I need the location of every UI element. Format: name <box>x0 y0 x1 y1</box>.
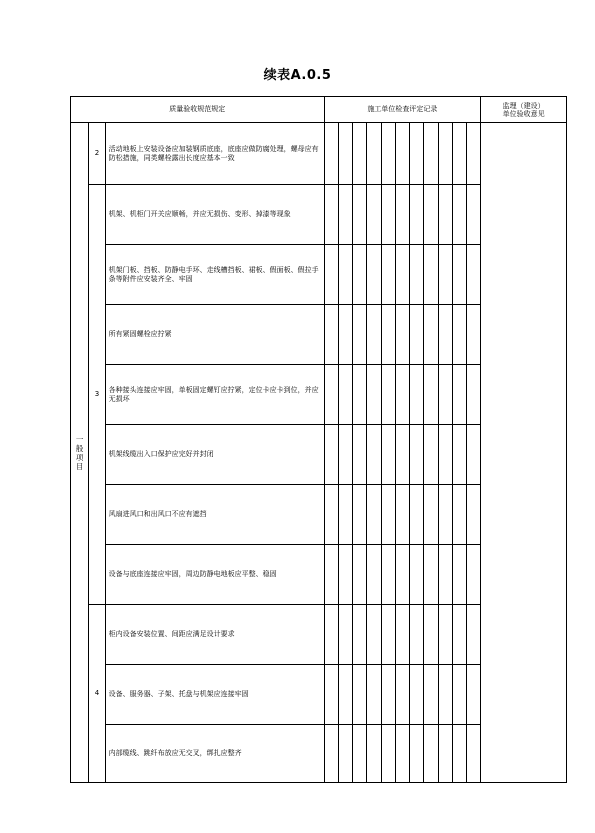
record-cell[interactable] <box>467 605 481 665</box>
record-cell[interactable] <box>438 185 452 245</box>
record-cell[interactable] <box>410 245 424 305</box>
item-number: 3 <box>89 185 105 605</box>
record-cell[interactable] <box>438 245 452 305</box>
record-cell[interactable] <box>324 665 338 725</box>
record-cell[interactable] <box>424 665 438 725</box>
record-cell[interactable] <box>338 545 352 605</box>
record-cell[interactable] <box>381 425 395 485</box>
record-cell[interactable] <box>410 545 424 605</box>
record-cell[interactable] <box>353 305 367 365</box>
record-cell[interactable] <box>452 365 466 425</box>
item-description: 风扇进风口和出风口不应有遮挡 <box>105 485 324 545</box>
record-cell[interactable] <box>438 665 452 725</box>
item-description: 所有紧固螺栓应拧紧 <box>105 305 324 365</box>
table-header-row <box>71 97 567 123</box>
record-cell[interactable] <box>467 665 481 725</box>
record-cell[interactable] <box>452 123 466 185</box>
record-cell[interactable] <box>452 725 466 783</box>
header-spec: 质量验收规范规定 <box>71 97 325 123</box>
record-cell[interactable] <box>367 365 381 425</box>
record-cell[interactable] <box>367 245 381 305</box>
record-cell[interactable] <box>353 545 367 605</box>
record-cell[interactable] <box>353 365 367 425</box>
record-cell[interactable] <box>367 665 381 725</box>
record-cell[interactable] <box>338 305 352 365</box>
record-cell[interactable] <box>324 605 338 665</box>
record-cell[interactable] <box>467 185 481 245</box>
record-cell[interactable] <box>353 605 367 665</box>
record-cell[interactable] <box>467 545 481 605</box>
item-number: 4 <box>89 605 105 783</box>
record-cell[interactable] <box>467 425 481 485</box>
record-cell[interactable] <box>410 665 424 725</box>
item-description: 各种接头连接应牢固，单板固定螺钉应拧紧，定位卡应卡到位，并应无损坏 <box>105 365 324 425</box>
record-cell[interactable] <box>338 365 352 425</box>
record-cell[interactable] <box>338 245 352 305</box>
record-cell[interactable] <box>395 425 409 485</box>
header-construction: 施工单位检查评定记录 <box>324 97 481 123</box>
record-cell[interactable] <box>395 305 409 365</box>
record-cell[interactable] <box>452 185 466 245</box>
record-cell[interactable] <box>424 305 438 365</box>
table-row <box>71 123 567 185</box>
record-cell[interactable] <box>338 123 352 185</box>
item-description: 内部缆线、跳纤布放应无交叉，绑扎应整齐 <box>105 725 324 783</box>
record-cell[interactable] <box>353 123 367 185</box>
record-cell[interactable] <box>395 245 409 305</box>
record-cell[interactable] <box>353 665 367 725</box>
record-cell[interactable] <box>395 365 409 425</box>
record-cell[interactable] <box>324 365 338 425</box>
record-cell[interactable] <box>367 725 381 783</box>
record-cell[interactable] <box>395 123 409 185</box>
page-title: 续表A.0.5 <box>263 68 332 83</box>
record-cell[interactable] <box>381 665 395 725</box>
record-cell[interactable] <box>353 245 367 305</box>
item-description: 活动地板上安装设备应加装钢质底座，底座应做防腐处理，螺母应有防松措施，同类螺栓露出长度应基本一致 <box>105 123 324 185</box>
record-cell[interactable] <box>367 305 381 365</box>
header-supervision-line2: 单位验收意见 <box>502 109 545 118</box>
record-cell[interactable] <box>395 545 409 605</box>
record-cell[interactable] <box>410 365 424 425</box>
record-cell[interactable] <box>452 485 466 545</box>
item-description: 设备与底座连接应牢固，周边防静电地板应平整、稳固 <box>105 545 324 605</box>
record-cell[interactable] <box>467 245 481 305</box>
record-cell[interactable] <box>395 485 409 545</box>
record-cell[interactable] <box>410 725 424 783</box>
record-cell[interactable] <box>452 545 466 605</box>
record-cell[interactable] <box>367 185 381 245</box>
record-cell[interactable] <box>424 185 438 245</box>
record-cell[interactable] <box>452 245 466 305</box>
record-cell[interactable] <box>338 605 352 665</box>
supervision-opinion-cell[interactable] <box>481 123 567 783</box>
item-description: 机架、机柜门开关应顺畅，并应无损伤、变形、掉漆等现象 <box>105 185 324 245</box>
record-cell[interactable] <box>424 365 438 425</box>
record-cell[interactable] <box>467 305 481 365</box>
record-cell[interactable] <box>438 545 452 605</box>
record-cell[interactable] <box>438 485 452 545</box>
record-cell[interactable] <box>381 305 395 365</box>
record-cell[interactable] <box>381 545 395 605</box>
record-cell[interactable] <box>467 123 481 185</box>
item-description: 柜内设备安装位置、间距应满足设计要求 <box>105 605 324 665</box>
record-cell[interactable] <box>410 605 424 665</box>
inspection-table <box>70 96 567 783</box>
record-cell[interactable] <box>353 425 367 485</box>
record-cell[interactable] <box>338 725 352 783</box>
record-cell[interactable] <box>367 485 381 545</box>
record-cell[interactable] <box>324 123 338 185</box>
record-cell[interactable] <box>424 485 438 545</box>
record-cell[interactable] <box>467 485 481 545</box>
record-cell[interactable] <box>395 185 409 245</box>
item-number: 2 <box>89 123 105 185</box>
record-cell[interactable] <box>424 605 438 665</box>
record-cell[interactable] <box>452 425 466 485</box>
record-cell[interactable] <box>381 605 395 665</box>
record-cell[interactable] <box>424 725 438 783</box>
record-cell[interactable] <box>438 425 452 485</box>
record-cell[interactable] <box>324 725 338 783</box>
record-cell[interactable] <box>452 605 466 665</box>
record-cell[interactable] <box>381 365 395 425</box>
record-cell[interactable] <box>324 425 338 485</box>
record-cell[interactable] <box>410 485 424 545</box>
record-cell[interactable] <box>367 425 381 485</box>
record-cell[interactable] <box>381 123 395 185</box>
record-cell[interactable] <box>338 665 352 725</box>
record-cell[interactable] <box>353 725 367 783</box>
header-supervision <box>481 97 567 123</box>
record-cell[interactable] <box>410 305 424 365</box>
record-cell[interactable] <box>324 485 338 545</box>
record-cell[interactable] <box>324 305 338 365</box>
record-cell[interactable] <box>452 305 466 365</box>
record-cell[interactable] <box>438 365 452 425</box>
record-cell[interactable] <box>438 605 452 665</box>
record-cell[interactable] <box>410 425 424 485</box>
record-cell[interactable] <box>338 425 352 485</box>
category-label: 一般项目 <box>75 434 84 471</box>
record-cell[interactable] <box>324 245 338 305</box>
record-cell[interactable] <box>381 245 395 305</box>
record-cell[interactable] <box>353 485 367 545</box>
record-cell[interactable] <box>424 545 438 605</box>
record-cell[interactable] <box>338 485 352 545</box>
record-cell[interactable] <box>424 425 438 485</box>
record-cell[interactable] <box>381 725 395 783</box>
record-cell[interactable] <box>353 185 367 245</box>
record-cell[interactable] <box>452 665 466 725</box>
record-cell[interactable] <box>410 185 424 245</box>
record-cell[interactable] <box>395 665 409 725</box>
record-cell[interactable] <box>381 185 395 245</box>
record-cell[interactable] <box>395 725 409 783</box>
record-cell[interactable] <box>438 305 452 365</box>
header-supervision-line1: 监理（建设） <box>502 101 545 110</box>
record-cell[interactable] <box>467 725 481 783</box>
item-description: 机架门板、挡板、防静电手环、走线槽挡板、裙板、假面板、假拉手条等附件应安装齐全、牢固 <box>105 245 324 305</box>
record-cell[interactable] <box>367 123 381 185</box>
record-cell[interactable] <box>438 123 452 185</box>
item-description: 机架线缆出入口保护应完好并封闭 <box>105 425 324 485</box>
record-cell[interactable] <box>324 185 338 245</box>
record-cell[interactable] <box>367 545 381 605</box>
record-cell[interactable] <box>338 185 352 245</box>
record-cell[interactable] <box>381 485 395 545</box>
record-cell[interactable] <box>467 365 481 425</box>
category-cell <box>71 123 89 783</box>
record-cell[interactable] <box>438 725 452 783</box>
record-cell[interactable] <box>424 245 438 305</box>
record-cell[interactable] <box>367 605 381 665</box>
record-cell[interactable] <box>395 605 409 665</box>
item-description: 设备、服务器、子架、托盘与机架应连接牢固 <box>105 665 324 725</box>
record-cell[interactable] <box>424 123 438 185</box>
record-cell[interactable] <box>410 123 424 185</box>
record-cell[interactable] <box>324 545 338 605</box>
